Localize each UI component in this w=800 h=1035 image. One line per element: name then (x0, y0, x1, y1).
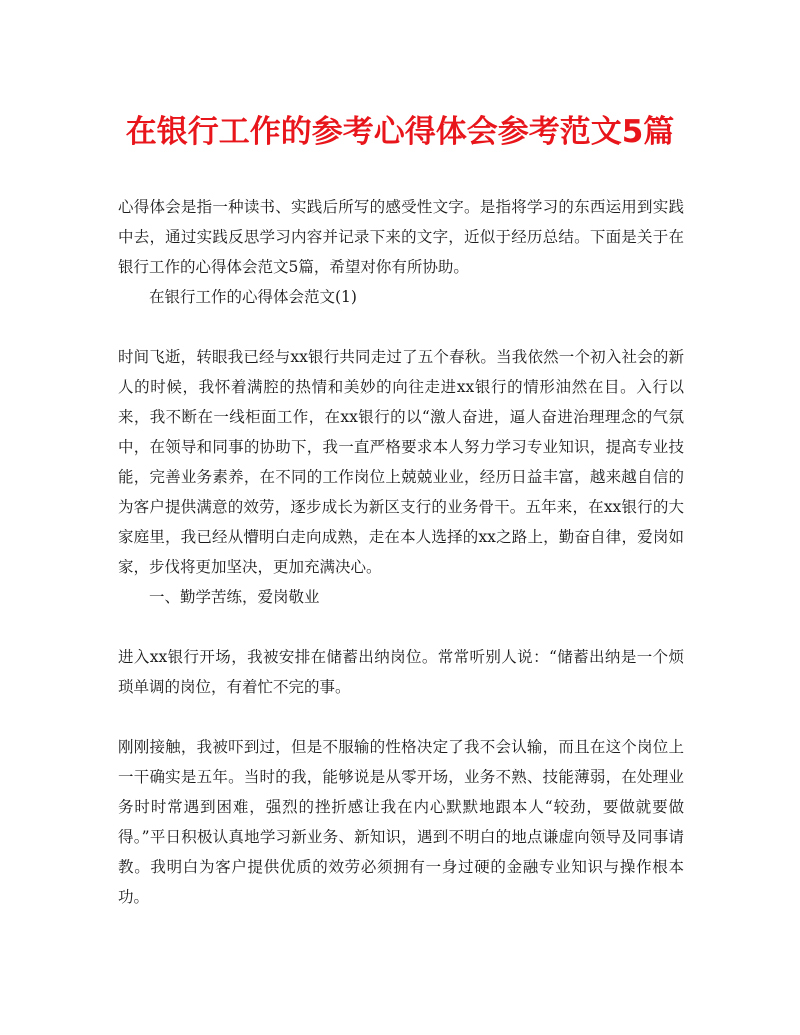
body-paragraph: 进入xx银行开场，我被安排在储蓄出纳岗位。常常听别人说：“储蓄出纳是一个烦琐单调的岗位，有着忙不完的事。 (118, 648, 684, 696)
paragraph-gap (118, 702, 684, 732)
body-paragraph: 刚刚接触，我被吓到过，但是不服输的性格决定了我不会认输，而且在这个岗位上一干确实是五年。当时的我，能够说是从零开场，业务不熟、技能薄弱，在处理业务时时常遇到困难，强烈的挫折感让我在内心默默地跟本人“较劲，要做就要做得。”平日积极认真地学习新业务、新知识，遇到不明白的地点谦虚向领导及同事请教。我明白为客户提供优质的效劳必须拥有一身过硬的金融专业知识与操作根本功。 (118, 738, 684, 906)
paragraph-gap (118, 312, 684, 342)
document-title: 在银行工作的参考心得体会参考范文5篇 (125, 114, 675, 150)
section-heading-essay-1: 在银行工作的心得体会范文(1) (149, 288, 357, 306)
section-heading-1: 一、勤学苦练，爱岗敬业 (149, 588, 320, 606)
document-body (118, 192, 684, 912)
intro-paragraph: 心得体会是指一种读书、实践后所写的感受性文字。是指将学习的东西运用到实践中去，通过实践反思学习内容并记录下来的文字，近似于经历总结。下面是关于在银行工作的心得体会范文5篇，希望对你有所协助。 (118, 198, 684, 276)
paragraph-gap (118, 612, 684, 642)
body-paragraph: 时间飞逝，转眼我已经与xx银行共同走过了五个春秋。当我依然一个初入社会的新人的时候，我怀着满腔的热情和美妙的向往走进xx银行的情形油然在目。入行以来，我不断在一线柜面工作，在xx银行的以“激人奋进，逼人奋进治理理念的气氛中，在领导和同事的协助下，我一直严格要求本人努力学习专业知识，提高专业技能，完善业务素养，在不同的工作岗位上兢兢业业，经历日益丰富，越来越自信的为客户提供满意的效劳，逐步成长为新区支行的业务骨干。五年来，在xx银行的大家庭里，我已经从懵明白走向成熟，走在本人选择的xx之路上，勤奋自律，爱岗如家，步伐将更加坚决，更加充满决心。 (118, 348, 684, 576)
